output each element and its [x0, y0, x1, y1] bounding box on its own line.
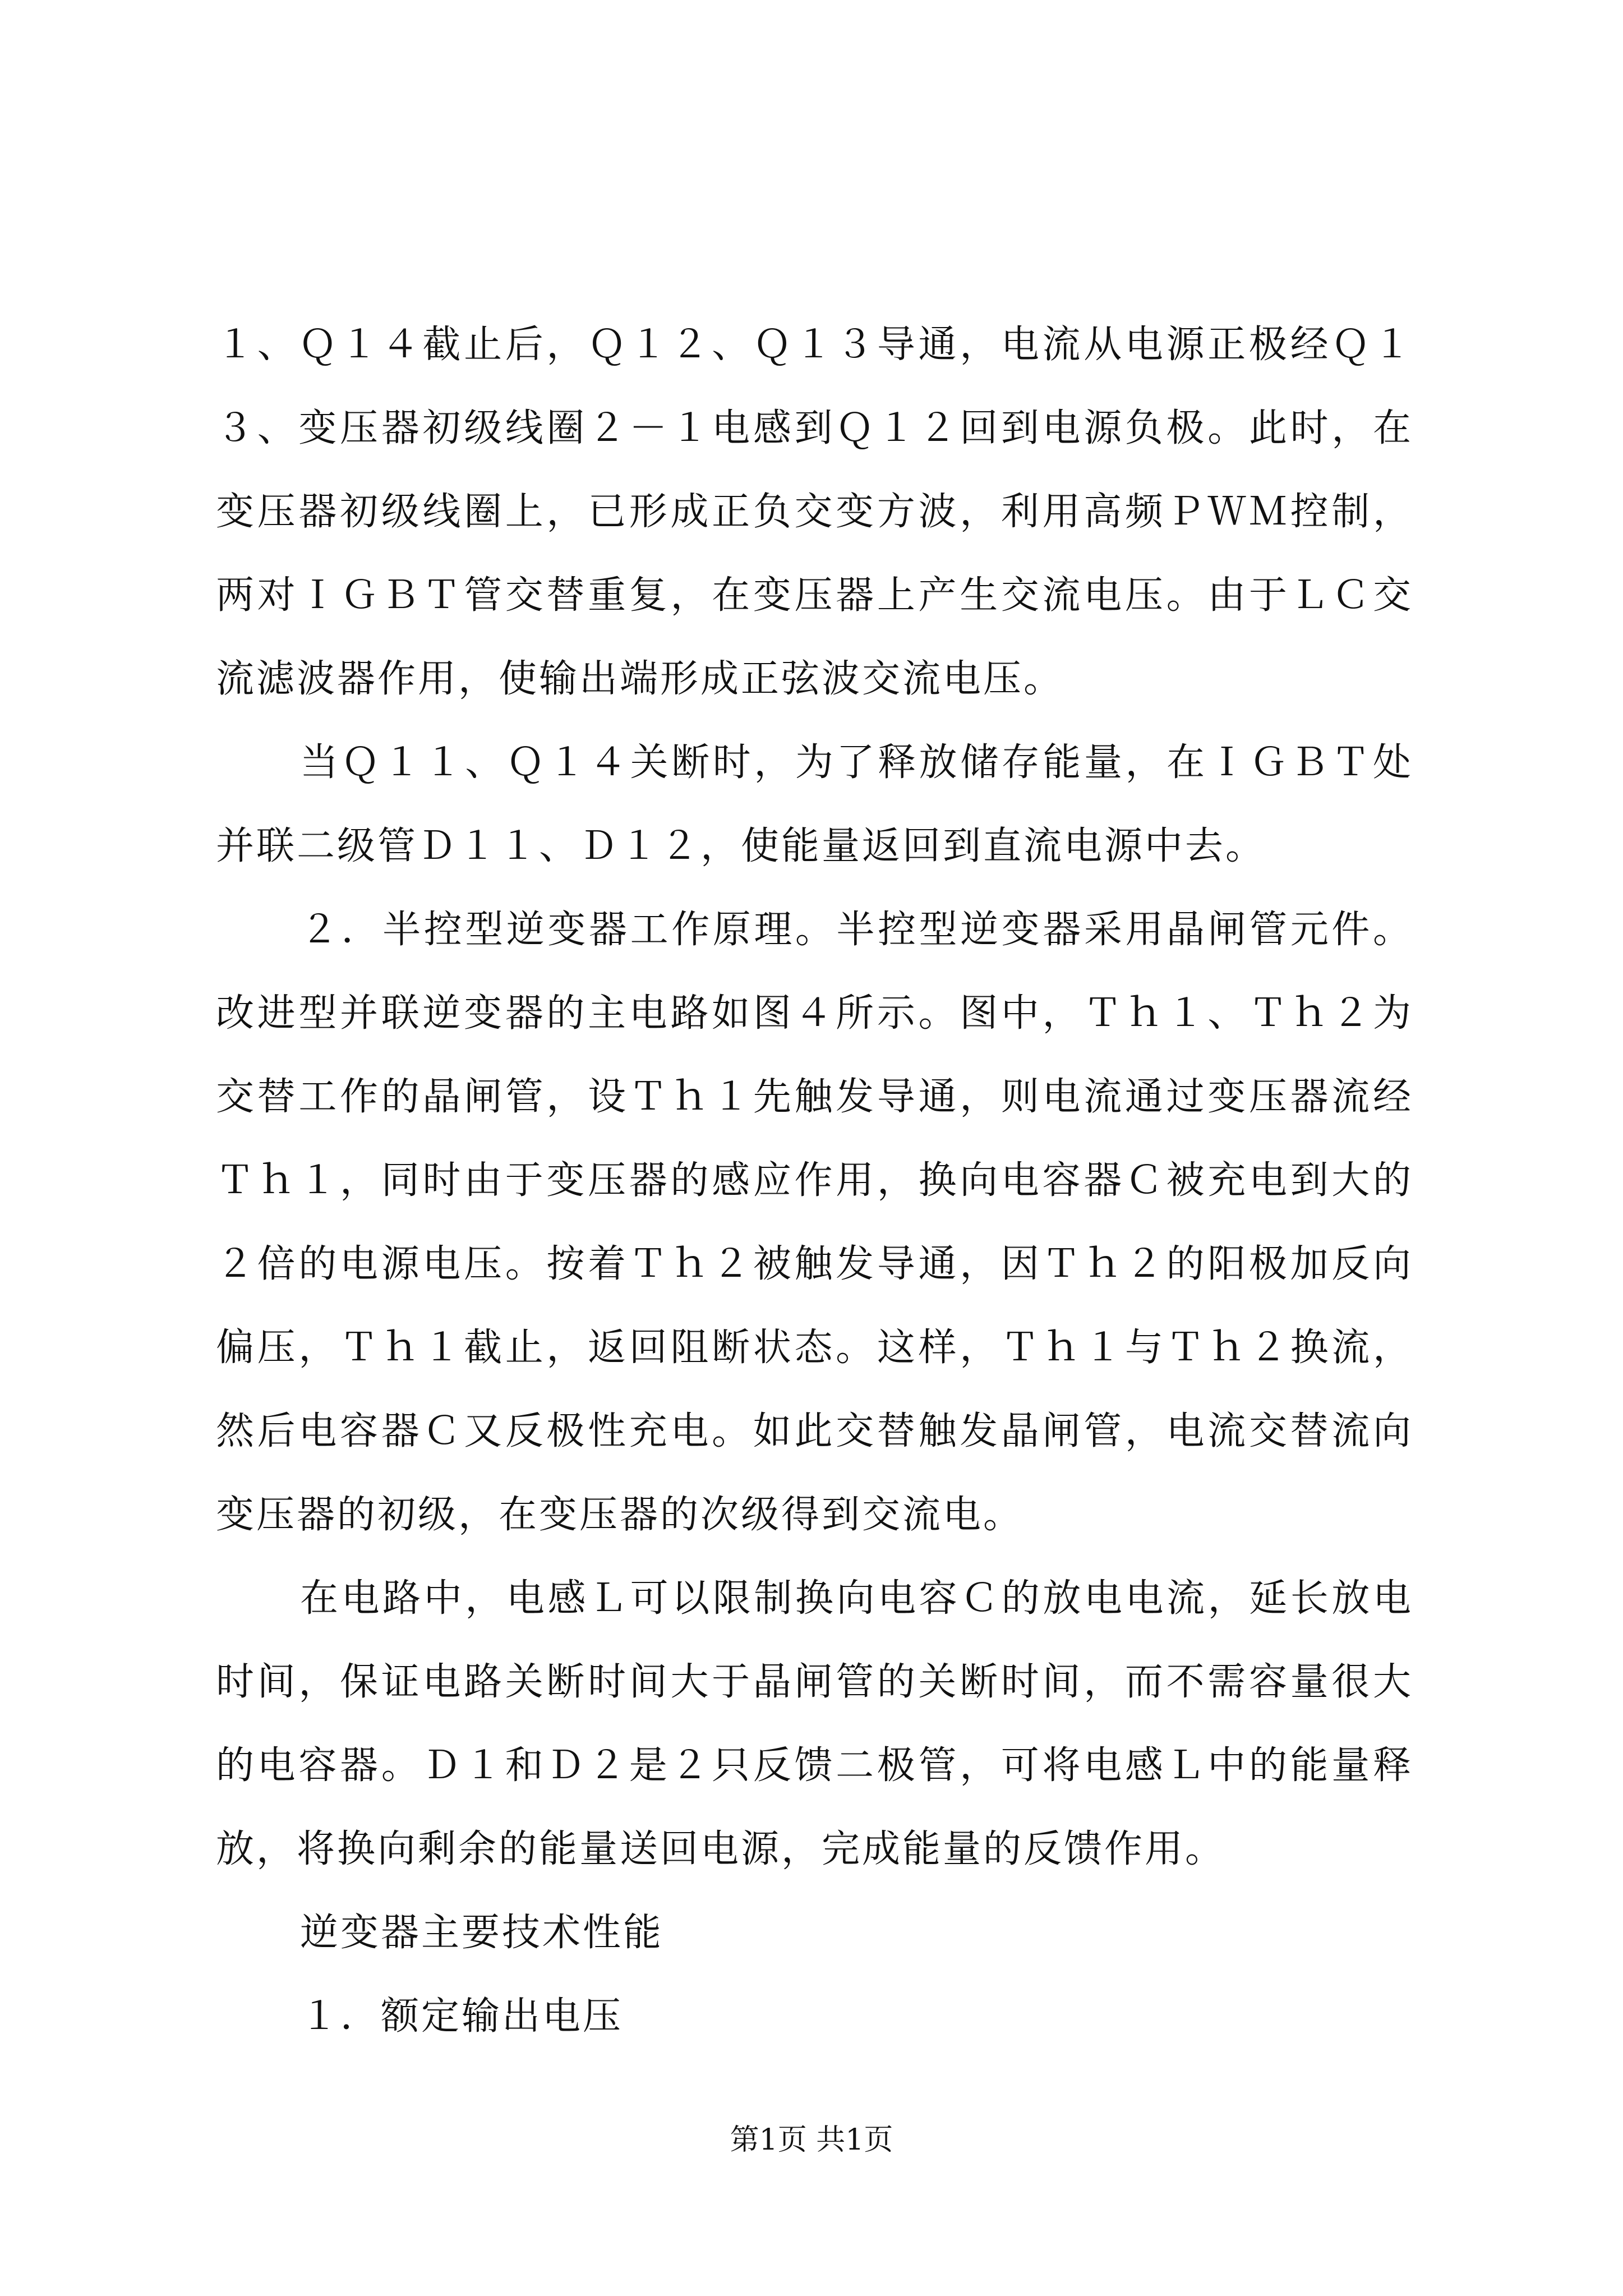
subsection-heading: １．额定输出电压 [300, 1994, 624, 2039]
section-heading: 逆变器主要技术性能 [300, 1911, 664, 1955]
paragraph: 当Ｑ１１、Ｑ１４关断时，为了释放储存能量，在ＩＧＢＴ处并联二级管Ｄ１１、Ｄ１２，使能量返回到直流电源中去。 [216, 740, 1413, 868]
paragraph: 在电路中，电感Ｌ可以限制换向电容Ｃ的放电电流，延长放电时间，保证电路关断时间大于晶闸管的关断时间，而不需容量很大的电容器。Ｄ１和Ｄ２是２只反馈二极管，可将电感Ｌ中的能量释放，将换向剩余的能量送回电源，完成能量的反馈作用。 [216, 1576, 1413, 1871]
page-footer: 第1页 共1页 [730, 2123, 893, 2157]
document-body [216, 303, 1413, 2058]
paragraph: １、Ｑ１４截止后，Ｑ１２、Ｑ１３导通，电流从电源正极经Ｑ１３、变压器初级线圈２－１电感到Ｑ１２回到电源负极。此时，在变压器初级线圈上，已形成正负交变方波，利用高频ＰＷＭ控制，两对ＩＧＢＴ管交替重复，在变压器上产生交流电压。由于ＬＣ交流滤波器作用，使输出端形成正弦波交流电压。 [216, 323, 1413, 701]
paragraph: ２．半控型逆变器工作原理。半控型逆变器采用晶闸管元件。改进型并联逆变器的主电路如图４所示。图中，Ｔｈ１、Ｔｈ２为交替工作的晶闸管，设Ｔｈ１先触发导通，则电流通过变压器流经Ｔｈ１，同时由于变压器的感应作用，换向电容器Ｃ被充电到大的２倍的电源电压。按着Ｔｈ２被触发导通，因Ｔｈ２的阳极加反向偏压，Ｔｈ１截止，返回阻断状态。这样，Ｔｈ１与Ｔｈ２换流，然后电容器Ｃ又反极性充电。如此交替触发晶闸管，电流交替流向变压器的初级，在变压器的次级得到交流电。 [216, 908, 1413, 1537]
